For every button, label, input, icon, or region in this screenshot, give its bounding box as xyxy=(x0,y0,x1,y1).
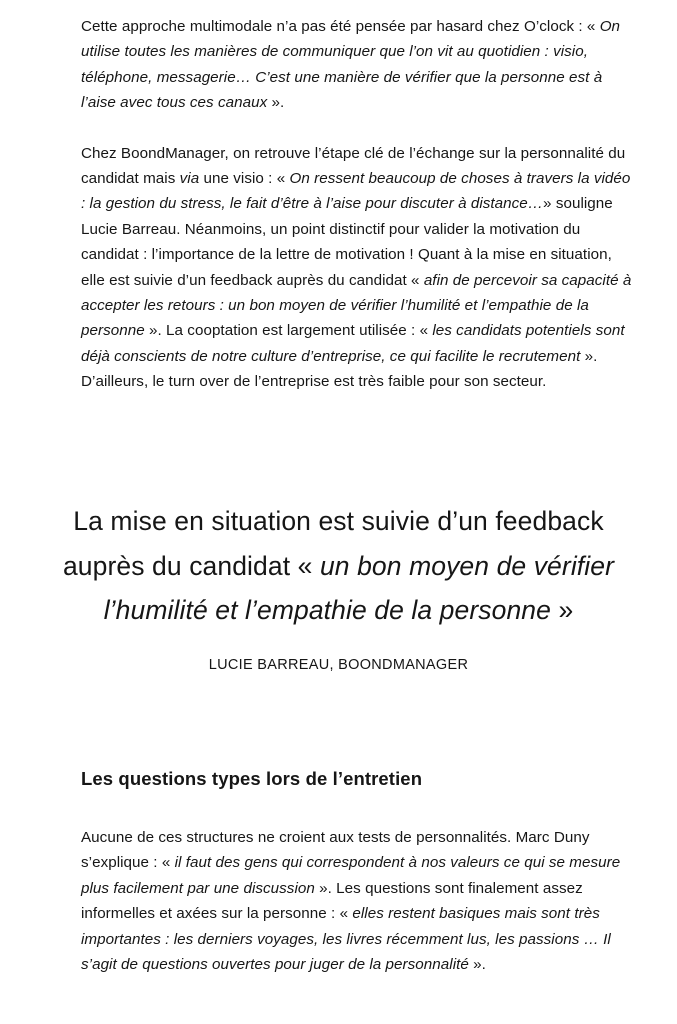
paragraph-text: Cette approche multimodale n’a pas été pensée par hasard chez O’clock : « xyxy=(81,18,600,35)
quote-video: On ressent beaucoup de choses à travers la vidéo : la gestion du stress, le fait d’être à l’aise pour discuter à distance… xyxy=(81,170,631,213)
article-body xyxy=(81,14,636,395)
paragraph-text: ». D’ailleurs, le turn over de l’entreprise est très faible pour son secteur. xyxy=(81,347,598,391)
italic-via: via xyxy=(179,170,200,188)
paragraph-text: une visio : « xyxy=(199,170,290,188)
pull-quote-end: » xyxy=(550,595,574,625)
paragraph-text: ». xyxy=(267,94,285,112)
paragraph-text: ». xyxy=(468,956,486,974)
pull-quote xyxy=(60,499,617,673)
paragraph-text: » souligne Lucie Barreau. Néanmoins, un point distinctif pour valider la motivation du candidat : l’importance de la lettre de motivation ! Quant à la mise en situation, elle est suivie d’un feedback auprès du candidat « xyxy=(81,195,613,289)
article-body-continued xyxy=(81,825,636,977)
paragraph-text: ». La cooptation est largement utilisée : « xyxy=(144,322,433,340)
paragraph-questions xyxy=(81,825,636,977)
pull-quote-text xyxy=(60,499,617,633)
paragraph-boondmanager xyxy=(81,141,636,395)
quote-cooptation: les candidats potentiels sont déjà conscients de notre culture d’entreprise, ce qui facilite le recrutement xyxy=(81,322,625,365)
quote-questions: elles restent basiques mais sont très importantes : les derniers voyages, les livres récemment lus, les passions … Il s’agit de questions ouvertes pour juger de la personnalité xyxy=(81,905,611,974)
paragraph-text: Chez BoondManager, on retrouve l’étape clé de l’échange sur la personnalité du candidat mais xyxy=(81,144,626,188)
section-heading: Les questions types lors de l’entretien xyxy=(81,768,423,789)
quote-oclock: On utilise toutes les manières de communiquer que l’on vit au quotidien : visio, téléphone, messagerie… C’est une manière de vérifier que la personne est à l’aise avec tous ces canaux xyxy=(81,18,621,112)
pull-quote-author: LUCIE BARREAU, BOONDMANAGER xyxy=(208,656,469,673)
paragraph-text: Aucune de ces structures ne croient aux tests de personnalités. Marc Duny s’explique : « xyxy=(81,829,590,872)
quote-feedback: afin de percevoir sa capacité à accepter les retours : un bon moyen de vérifier l’humilité et l’empathie de la personne xyxy=(81,271,632,340)
pull-quote-italic: un bon moyen de vérifier l’humilité et l’empathie de la personne xyxy=(103,550,615,625)
paragraph-oclock xyxy=(81,14,636,116)
paragraph-text: ». Les questions sont finalement assez informelles et axées sur la personne : « xyxy=(81,879,583,923)
quote-marc-duny: il faut des gens qui correspondent à nos valeurs ce qui se mesure plus facilement par une discussion xyxy=(81,854,621,897)
pull-quote-start: La mise en situation est suivie d’un feedback auprès du candidat « xyxy=(62,506,604,581)
